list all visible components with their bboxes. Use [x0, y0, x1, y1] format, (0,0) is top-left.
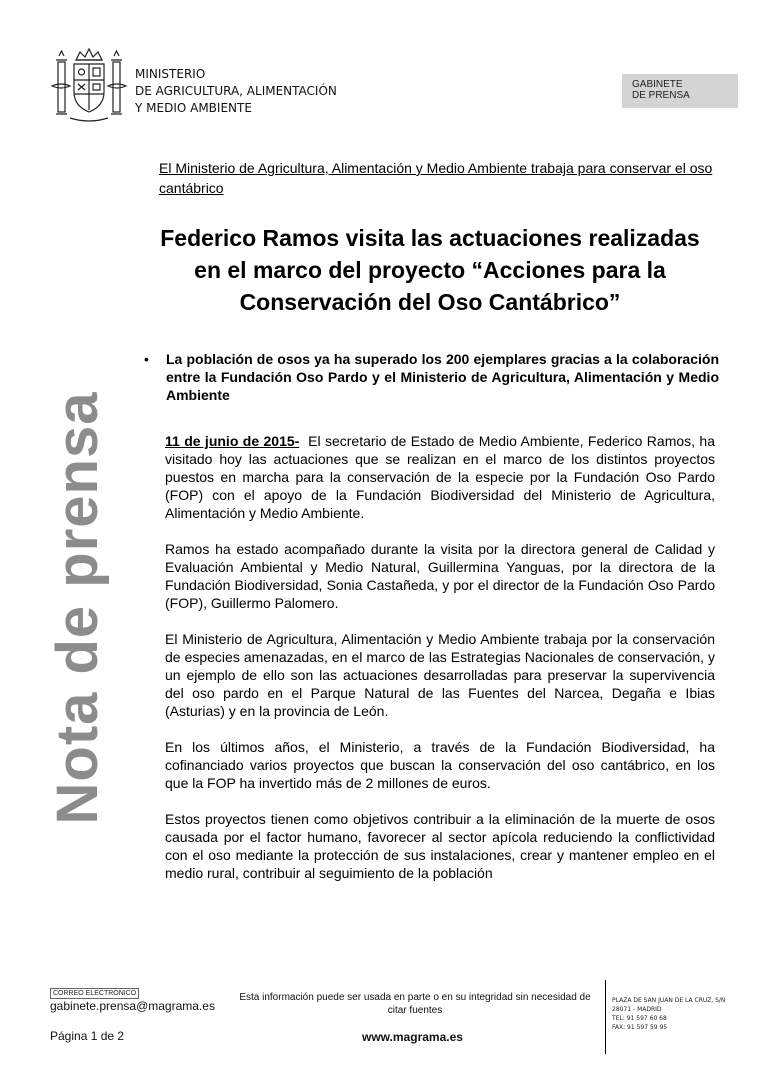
gabinete-line-1: GABINETE	[632, 79, 683, 90]
summary-bullet	[144, 350, 719, 404]
gabinete-box	[622, 74, 738, 108]
postal-address	[612, 996, 725, 1032]
ministry-line-1: MINISTERIO	[135, 67, 206, 81]
footer-divider	[605, 980, 606, 1054]
ministry-line-2: DE AGRICULTURA, ALIMENTACIÓN	[135, 84, 337, 98]
paragraph-5: Estos proyectos tienen como objetivos contribuir a la eliminación de la muerte de osos causada por el factor humano, favorecer al sector apícola reduciendo la conflictividad con el oso mediante la protección de sus instalaciones, crear y mantener empleo en el medio rural, contribuir al seguimiento de la población	[165, 811, 715, 881]
paragraph-1-text: El secretario de Estado de Medio Ambiente, Federico Ramos, ha visitado hoy las actuaciones que se realizan en el marco de los distintos proyectos puestos en marcha para la conservación de la especie por la Fundación Oso Pardo (FOP) con el apoyo de la Fundación Biodiversidad del Ministerio de Agricultura, Alimentación y Medio Ambiente.	[165, 433, 715, 521]
website-link[interactable]: www.magrama.es	[362, 1030, 463, 1044]
coat-of-arms-logo	[50, 46, 128, 124]
side-label	[45, 391, 110, 824]
page-title: Federico Ramos visita las actuaciones realizadas en el marco del proyecto “Acciones para la Conservación del Oso Cantábrico”	[160, 225, 700, 315]
address-line-3: TEL: 91 597 60 68	[612, 1015, 667, 1022]
ministry-name	[135, 66, 337, 117]
address-line-4: FAX: 91 597 59 95	[612, 1024, 668, 1031]
ministry-line-3: Y MEDIO AMBIENTE	[135, 101, 252, 115]
gabinete-line-2: DE PRENSA	[632, 90, 690, 101]
bullet-icon: •	[144, 351, 149, 367]
article-body	[165, 432, 715, 900]
subtitle: El Ministerio de Agricultura, Alimentación y Medio Ambiente trabaja para conservar el oso cantábrico	[159, 160, 713, 196]
paragraph-2: Ramos ha estado acompañado durante la visita por la directora general de Calidad y Evaluación Ambiental y Medio Natural, Guillermina Yanguas, por la directora de la Fundación Biodiversidad, Sonia Castañeda, y por el director de la Fundación Oso Pardo (FOP), Guillermo Palomero.	[165, 541, 715, 611]
paragraph-3: El Ministerio de Agricultura, Alimentación y Medio Ambiente trabaja por la conservación de especies amenazadas, en el marco de las Estrategias Nacionales de conservación, y un ejemplo de ello son las actuaciones desarrolladas para preservar la supervivencia del oso pardo en el Parque Natural de las Fuentes del Narcea, Degaña e Ibias (Asturias) y en la provincia de León.	[165, 631, 715, 719]
address-line-2: 28071 - MADRID	[612, 1006, 662, 1013]
paragraph-1	[165, 432, 715, 522]
address-line-1: PLAZA DE SAN JUAN DE LA CRUZ, S/N	[612, 997, 726, 1004]
contact-email-link[interactable]: gabinete.prensa@magrama.es	[50, 999, 215, 1013]
page-number: Página 1 de 2	[50, 1029, 125, 1043]
bullet-text: La población de osos ya ha superado los 200 ejemplares gracias a la colaboración entre la Fundación Oso Pardo y el Ministerio de Agricultura, Alimentación y Medio Ambiente	[166, 351, 719, 403]
usage-note: Esta información puede ser usada en parte o en su integridad sin necesidad de citar fuentes	[239, 992, 591, 1016]
paragraph-4: En los últimos años, el Ministerio, a través de la Fundación Biodiversidad, ha cofinanciado varios proyectos que buscan la conservación del oso cantábrico, en los que la FOP ha invertido más de 2 millones de euros.	[165, 739, 715, 791]
side-label-text: Nota de prensa	[45, 391, 110, 824]
dateline: 11 de junio de 2015-	[165, 433, 300, 449]
email-label: CORREO ELECTRÓNICO	[50, 988, 139, 999]
